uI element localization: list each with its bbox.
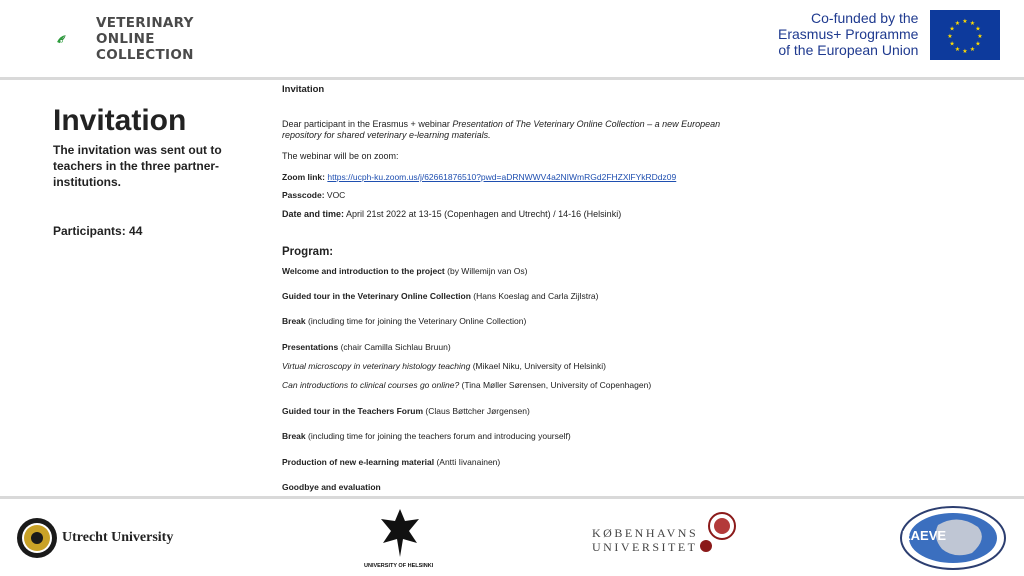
eaeve-logo-text: EAEVE — [902, 528, 947, 543]
program-item-detail: (chair Camilla Sichlau Bruun) — [338, 342, 451, 352]
program-item-detail: (Hans Koeslag and Carla Zijlstra) — [470, 291, 599, 301]
program-item-detail: (Antti Iivanainen) — [434, 457, 501, 467]
eu-star-icon: ★ — [977, 34, 983, 40]
passcode-value: VOC — [326, 190, 346, 200]
program-item-title: Break — [282, 431, 306, 441]
voc-line-2: ONLINE — [96, 31, 155, 47]
program-item-title: Goodbye and evaluation — [282, 482, 381, 492]
voc-line-1: VETERINARY — [96, 15, 194, 31]
zoom-link[interactable]: https://ucph-ku.zoom.us/j/62661876510?pwd=aDRNWWV4a2NIWmRGd2FHZXlFYkRDdz09 — [327, 172, 677, 182]
program-item — [282, 380, 651, 390]
utrecht-university-logo: Utrecht University — [62, 530, 174, 545]
footer-divider — [0, 496, 1024, 499]
date-label: Date and time: — [282, 209, 345, 219]
header-divider — [0, 77, 1024, 80]
date-value: April 21st 2022 at 13-15 (Copenhagen and Utrecht) / 14-16 (Helsinki) — [346, 209, 622, 219]
cofund-line-1: Co-funded by the — [811, 10, 919, 26]
passcode-label: Passcode: — [282, 190, 325, 200]
eu-star-icon: ★ — [954, 46, 961, 53]
eu-star-icon: ★ — [949, 26, 955, 33]
program-item-detail: (by Willemijn van Os) — [444, 266, 528, 276]
passcode-line — [282, 190, 345, 200]
slide-subtitle: The invitation was sent out to teachers in the three partner-institutions. — [53, 143, 222, 189]
program-item-detail: (Claus Bøttcher Jørgensen) — [423, 406, 530, 416]
program-item-detail: (Tina Møller Sørensen, University of Copenhagen) — [459, 380, 652, 390]
program-item — [282, 291, 598, 301]
program-item-talk: Virtual microscopy in veterinary histology teaching — [282, 361, 471, 371]
program-item — [282, 316, 526, 326]
helsinki-logo-text: UNIVERSITY OF HELSINKI — [364, 563, 434, 569]
eu-star-icon: ★ — [969, 21, 976, 28]
eu-star-icon: ★ — [975, 26, 981, 33]
eu-star-icon: ★ — [947, 34, 953, 40]
program-item-detail: (including time for joining the teachers forum and introducing yourself) — [305, 431, 571, 441]
helsinki-logo-icon — [375, 507, 425, 561]
program-item-title: Guided tour in the Teachers Forum — [282, 406, 424, 416]
copenhagen-logo-text — [592, 526, 698, 554]
program-item-title: Production of new e-learning material — [282, 457, 435, 467]
eu-star-icon: ★ — [975, 41, 981, 48]
cofund-line-2: Erasmus+ Programme — [778, 26, 919, 42]
doc-title: Invitation — [282, 84, 325, 95]
eu-star-icon: ★ — [962, 49, 968, 55]
zoom-label: Zoom link: — [282, 172, 325, 182]
cofund-line-3: of the European Union — [778, 42, 919, 58]
utrecht-seal-icon — [16, 517, 58, 559]
copenhagen-seal-icon — [700, 510, 740, 556]
program-item-title: Presentations — [282, 342, 339, 352]
program-item — [282, 361, 606, 371]
webinar-zoom-line: The webinar will be on zoom: — [282, 151, 399, 161]
zoom-link-line — [282, 172, 676, 182]
program-item — [282, 342, 451, 352]
program-item — [282, 431, 571, 441]
program-item — [282, 266, 527, 276]
eu-flag-icon — [930, 10, 1000, 60]
ku-line-1: KØBENHAVNS — [592, 526, 699, 540]
program-item — [282, 406, 530, 416]
participants-count: Participants: 44 — [53, 224, 143, 238]
program-item-title: Guided tour in the Veterinary Online Collection — [282, 291, 471, 301]
program-item — [282, 482, 381, 492]
eu-star-icon: ★ — [954, 21, 961, 28]
intro-text: Dear participant in the Erasmus + webinar — [282, 119, 453, 129]
voc-line-3: COLLECTION — [96, 47, 194, 63]
program-item — [282, 457, 500, 467]
voc-logo-icon — [56, 14, 96, 62]
voc-logo-text — [96, 15, 194, 63]
eu-star-icon: ★ — [962, 19, 968, 25]
eu-star-icon: ★ — [969, 46, 976, 53]
cofunded-text — [778, 10, 918, 58]
intro-webinar-title: Presentation of The Veterinary Online Collection – a new European repository for shared veterinary e-learning materials. — [282, 119, 721, 140]
eu-star-icon: ★ — [949, 41, 955, 48]
program-item-detail: (including time for joining the Veterinary Online Collection) — [305, 316, 527, 326]
program-item-title: Welcome and introduction to the project — [282, 266, 445, 276]
slide-title: Invitation — [53, 104, 187, 137]
date-line — [282, 209, 621, 219]
program-heading: Program: — [282, 246, 334, 258]
doc-intro — [282, 119, 752, 141]
ku-line-2: UNIVERSITET — [592, 540, 698, 554]
program-item-title: Break — [282, 316, 306, 326]
program-item-detail: (Mikael Niku, University of Helsinki) — [470, 361, 606, 371]
program-item-talk: Can introductions to clinical courses go online? — [282, 380, 460, 390]
